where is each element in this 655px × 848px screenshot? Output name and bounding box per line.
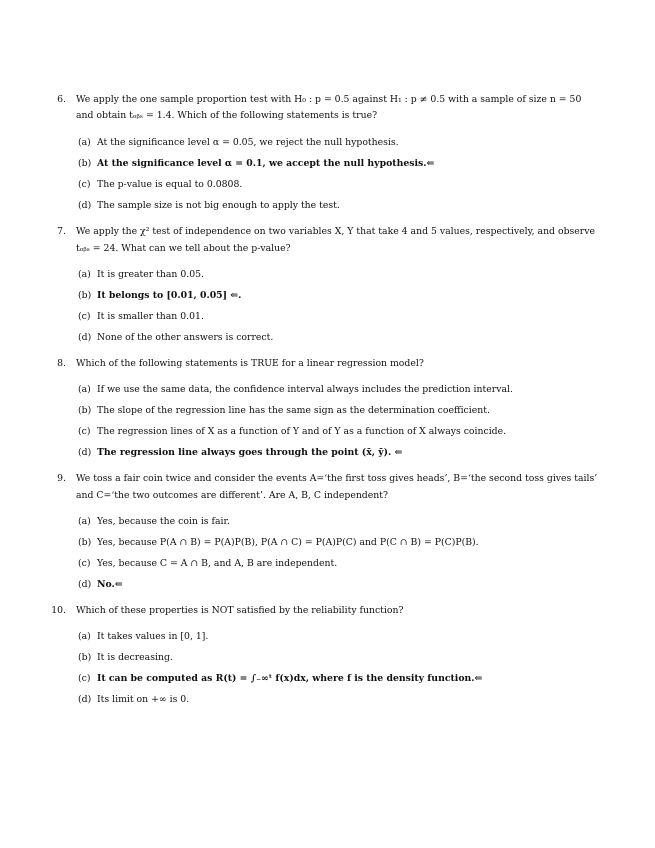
option-label: (b) [78, 158, 92, 169]
option-a [78, 631, 208, 643]
option-text: It takes values in [0, 1]. [97, 631, 209, 642]
option-text: At the significance level α = 0.05, we reject the null hypothesis. [97, 137, 399, 148]
option-label: (c) [78, 426, 91, 437]
option-a [78, 516, 230, 528]
question-number: 8. [57, 358, 66, 369]
question-number: 10. [51, 605, 66, 616]
option-label: (b) [78, 290, 92, 301]
option-text: The p-value is equal to 0.0808. [97, 179, 243, 190]
option-label: (d) [78, 579, 92, 590]
option-text: At the significance level α = 0.1, we accept the null hypothesis.⇐ [97, 158, 435, 169]
option-c [78, 179, 242, 191]
question-number: 7. [57, 226, 66, 237]
option-a [78, 384, 513, 396]
option-label: (a) [78, 384, 91, 395]
option-text: None of the other answers is correct. [97, 332, 274, 343]
question-stem-line: We toss a fair coin twice and consider the events A=‘the first toss gives heads’, B=‘the second toss gives tails’ [76, 473, 598, 484]
option-text: Yes, because C = A ∩ B, and A, B are independent. [97, 558, 338, 569]
option-label: (d) [78, 332, 92, 343]
question-stem-line: We apply the one sample proportion test with H₀ : p = 0.5 against H₁ : p ≠ 0.5 with a sample of size n = 50 [76, 94, 582, 105]
question-stem-line: and obtain tₒᵦₛ = 1.4. Which of the following statements is true? [76, 110, 378, 121]
question-stem-line: Which of these properties is NOT satisfied by the reliability function? [76, 605, 404, 616]
option-label: (b) [78, 652, 92, 663]
option-label: (d) [78, 200, 92, 211]
option-b [78, 405, 490, 417]
question-stem-line: tₒᵦₛ = 24. What can we tell about the p-value? [76, 243, 291, 254]
option-text: Yes, because P(A ∩ B) = P(A)P(B), P(A ∩ C) = P(A)P(C) and P(C ∩ B) = P(C)P(B). [97, 537, 479, 548]
question-number: 9. [57, 473, 66, 484]
option-label: (b) [78, 405, 92, 416]
option-d [78, 694, 189, 706]
option-label: (d) [78, 447, 92, 458]
option-text: Its limit on +∞ is 0. [97, 694, 190, 705]
option-a [78, 269, 204, 281]
option-text: The regression line always goes through the point (x̄, ȳ). ⇐ [97, 447, 403, 458]
option-text: The regression lines of X as a function of Y and of Y as a function of X always coincide. [97, 426, 507, 437]
option-d-correct [78, 447, 402, 459]
option-c [78, 558, 337, 570]
option-text: No.⇐ [97, 579, 123, 590]
option-text: It is greater than 0.05. [97, 269, 205, 280]
option-label: (a) [78, 631, 91, 642]
option-a [78, 137, 399, 149]
option-text: It belongs to [0.01, 0.05] ⇐. [97, 290, 242, 301]
option-label: (b) [78, 537, 92, 548]
question-stem-line: and C=‘the two outcomes are different’. Are A, B, C independent? [76, 490, 388, 501]
option-label: (c) [78, 311, 91, 322]
option-label: (d) [78, 694, 92, 705]
option-b [78, 537, 479, 549]
option-d-correct [78, 579, 123, 591]
option-label: (c) [78, 558, 91, 569]
option-b-correct [78, 290, 241, 302]
option-c [78, 426, 506, 438]
option-text: It is smaller than 0.01. [97, 311, 204, 322]
question-number: 6. [57, 94, 66, 105]
option-text: It can be computed as R(t) = ∫₋∞ᵗ f(x)dx, where f is the density function.⇐ [97, 673, 483, 684]
option-b [78, 652, 173, 664]
option-text: If we use the same data, the confidence interval always includes the prediction interval. [97, 384, 513, 395]
option-label: (a) [78, 516, 91, 527]
question-stem-line: Which of the following statements is TRUE for a linear regression model? [76, 358, 424, 369]
option-text: The slope of the regression line has the same sign as the determination coefficient. [97, 405, 490, 416]
option-c [78, 311, 204, 323]
option-label: (a) [78, 137, 91, 148]
option-text: The sample size is not big enough to apply the test. [97, 200, 340, 211]
option-label: (a) [78, 269, 91, 280]
option-c-correct [78, 673, 482, 685]
option-text: Yes, because the coin is fair. [97, 516, 230, 527]
question-stem-line: We apply the χ² test of independence on two variables X, Y that take 4 and 5 values, respectively, and observe [76, 226, 595, 237]
option-label: (c) [78, 179, 91, 190]
option-label: (c) [78, 673, 91, 684]
option-b-correct [78, 158, 434, 170]
option-d [78, 200, 340, 212]
option-d [78, 332, 273, 344]
option-text: It is decreasing. [97, 652, 173, 663]
